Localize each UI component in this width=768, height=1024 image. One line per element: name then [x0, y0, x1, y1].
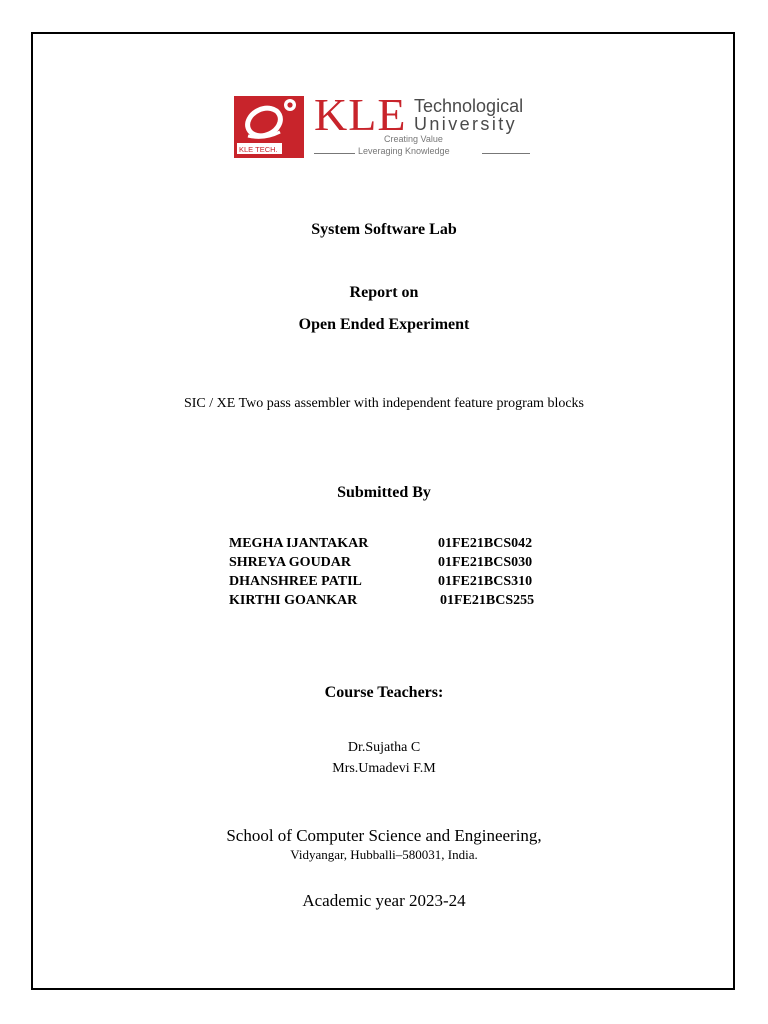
report-on-label: Report on: [349, 284, 419, 301]
badge-text: KLE TECH.: [239, 145, 278, 154]
student-name: DHANSHREE PATIL: [229, 574, 362, 589]
student-row: [229, 572, 549, 591]
school-name: School of Computer Science and Engineering,: [226, 826, 542, 845]
logo-tagline-1: Creating Value: [384, 134, 443, 144]
tagline-rule-right: [482, 153, 530, 154]
project-topic: SIC / XE Two pass assembler with independent feature program blocks: [183, 396, 584, 411]
logo-brand: KLE: [314, 89, 407, 140]
student-row: [229, 534, 549, 553]
teacher-name: Mrs.Umadevi F.M: [332, 761, 436, 776]
course-teachers-heading: Course Teachers:: [324, 684, 444, 701]
student-name: MEGHA IJANTAKAR: [229, 536, 369, 551]
university-logo: [234, 89, 534, 160]
student-row: [229, 591, 549, 610]
student-id: 01FE21BCS042: [438, 536, 533, 551]
student-name: SHREYA GOUDAR: [229, 555, 352, 570]
tagline-rule-left: [314, 153, 355, 154]
student-name: KIRTHI GOANKAR: [229, 593, 358, 608]
school-address: Vidyangar, Hubballi–580031, India.: [290, 847, 478, 862]
logo-line-2: University: [414, 114, 518, 134]
course-title: System Software Lab: [311, 221, 457, 238]
submitted-by-heading: Submitted By: [337, 484, 431, 501]
report-title: Open Ended Experiment: [298, 316, 470, 333]
student-list: [229, 534, 549, 610]
student-row: [229, 553, 549, 572]
logo-tagline-2: Leveraging Knowledge: [358, 146, 450, 156]
student-id: 01FE21BCS255: [440, 593, 535, 608]
academic-year: Academic year 2023-24: [302, 891, 466, 910]
student-id: 01FE21BCS030: [438, 555, 533, 570]
logo-line-1: Technological: [414, 96, 524, 116]
teacher-name: Dr.Sujatha C: [347, 740, 421, 755]
student-id: 01FE21BCS310: [438, 574, 533, 589]
logo-tagline-2-row: [314, 147, 530, 159]
